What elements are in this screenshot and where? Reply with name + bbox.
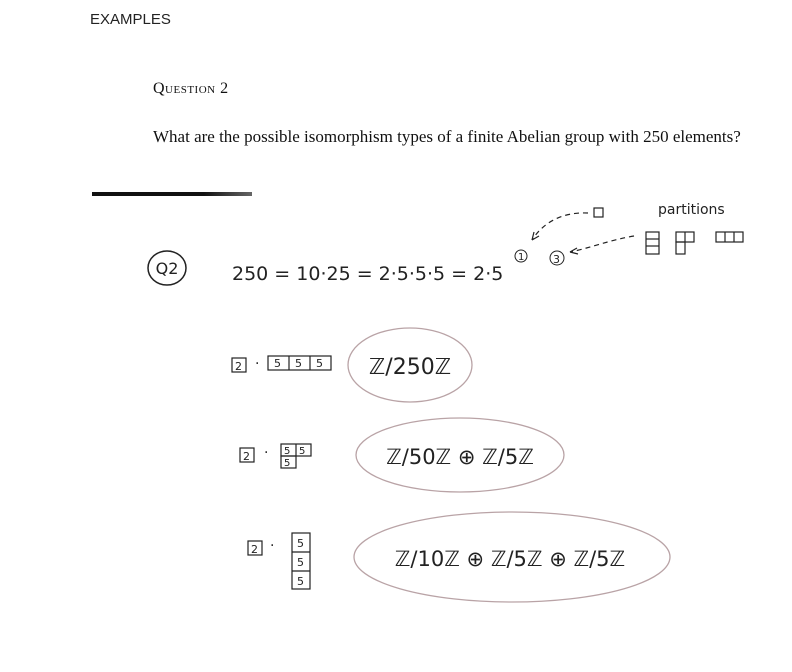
exponent-3: 3: [553, 253, 560, 266]
partition-horizontal-3: [716, 232, 743, 242]
box-2-label: 2: [243, 450, 250, 463]
row-2: [240, 418, 564, 492]
question-title: Question 2: [153, 80, 229, 97]
group-label: ℤ/50ℤ ⊕ ℤ/5ℤ: [386, 445, 534, 469]
arrow-to-exp3: [570, 236, 634, 252]
question-text: What are the possible isomorphism types of a finite Abelian group with 250 elements?: [153, 127, 741, 146]
box-2-label: 2: [251, 543, 258, 556]
exponent-1: 1: [518, 252, 525, 263]
arrow-to-exp3-head: [570, 248, 578, 254]
partition-single-box: [594, 208, 603, 217]
box-label: 5: [297, 575, 304, 588]
box-label: 5: [295, 357, 302, 370]
factorization-equation: 250 = 10·25 = 2·5·5·5 = 2·5: [232, 263, 504, 285]
box-label: 5: [274, 357, 281, 370]
q2-label: Q2: [155, 259, 179, 278]
box-label: 5: [297, 537, 304, 550]
dot: ·: [264, 445, 269, 461]
arrow-to-exp1: [532, 213, 588, 240]
box-label: 5: [284, 458, 291, 469]
box-label: 5: [284, 446, 291, 457]
box-label: 5: [299, 446, 306, 457]
row-3: [248, 512, 670, 602]
box-2-label: 2: [235, 360, 242, 373]
box-label: 5: [316, 357, 323, 370]
row-1: [232, 328, 472, 402]
section-label: EXAMPLES: [90, 11, 171, 28]
arrow-to-exp1-head: [532, 232, 539, 240]
group-label: ℤ/10ℤ ⊕ ℤ/5ℤ ⊕ ℤ/5ℤ: [394, 547, 626, 571]
box-label: 5: [297, 556, 304, 569]
dot: ·: [270, 538, 275, 554]
partitions-label: partitions: [658, 202, 725, 218]
partition-2-1: [676, 232, 694, 254]
partition-vertical-3: [646, 232, 659, 254]
dot: ·: [255, 356, 260, 372]
group-label: ℤ/250ℤ: [368, 355, 452, 380]
